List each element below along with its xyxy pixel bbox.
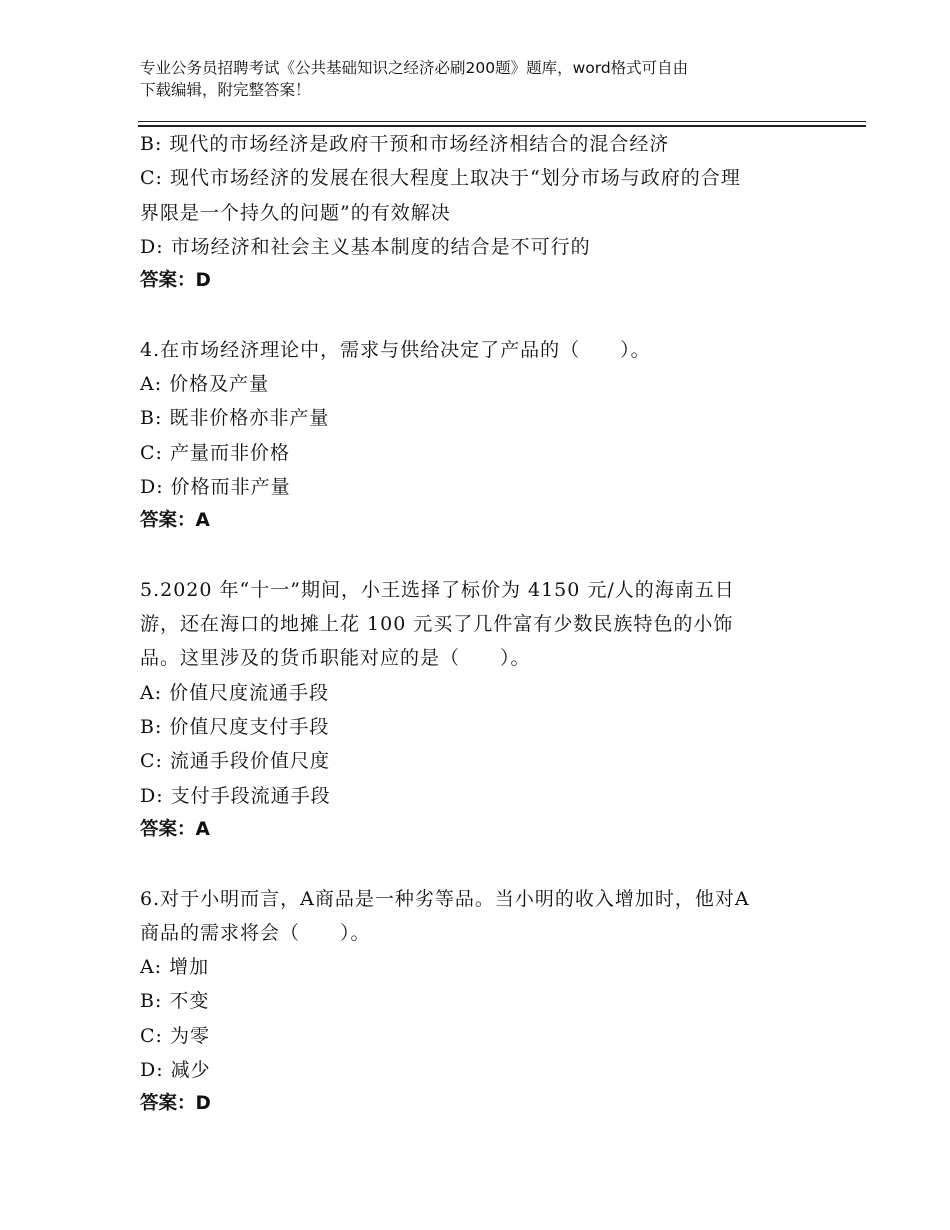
option-c: C: 流通手段价值尺度 (140, 750, 330, 773)
question-stem-line-1: 6.对于小明而言，A商品是一种劣等品。当小明的收入增加时，他对A (140, 887, 750, 910)
question-3 (140, 127, 820, 298)
option-a: A: 增加 (140, 956, 210, 979)
option-a: A: 价格及产量 (140, 373, 270, 396)
answer: 答案：D (140, 270, 211, 292)
option-c: C: 为零 (140, 1024, 210, 1047)
option-c-line-1: C: 现代市场经济的发展在很大程度上取决于“划分市场与政府的合理 (140, 167, 741, 190)
question-content (140, 127, 820, 1122)
option-d: D: 价格而非产量 (140, 475, 291, 498)
option-a: A: 价值尺度流通手段 (140, 681, 330, 704)
question-6 (140, 882, 820, 1122)
option-d: D: 减少 (140, 1059, 211, 1082)
option-d: D: 市场经济和社会主义基本制度的结合是不可行的 (140, 235, 591, 258)
header-line-1: 专业公务员招聘考试《公共基础知识之经济必刷200题》题库，word格式可自由 (140, 59, 689, 77)
option-b: B: 不变 (140, 990, 210, 1013)
answer: 答案：A (140, 510, 210, 532)
header-line-2: 下载编辑，附完整答案！ (140, 81, 311, 99)
spacer (140, 539, 820, 573)
option-b: B: 价值尺度支付手段 (140, 716, 330, 739)
answer: 答案：D (140, 1093, 211, 1115)
question-stem-line-2: 商品的需求将会（ ）。 (140, 921, 371, 944)
question-stem: 4.在市场经济理论中，需求与供给决定了产品的（ ）。 (140, 338, 651, 361)
question-stem-line-3: 品。这里涉及的货币职能对应的是（ ）。 (140, 647, 531, 670)
option-c-line-2: 界限是一个持久的问题”的有效解决 (140, 201, 451, 224)
header-divider-thin (138, 121, 866, 122)
question-5 (140, 573, 820, 847)
option-c: C: 产量而非价格 (140, 441, 290, 464)
option-b: B: 既非价格亦非产量 (140, 407, 330, 430)
answer: 答案：A (140, 818, 210, 840)
option-b: B: 现代的市场经济是政府干预和市场经济相结合的混合经济 (140, 133, 670, 155)
page-header (140, 57, 810, 101)
question-4 (140, 333, 820, 539)
option-d: D: 支付手段流通手段 (140, 784, 331, 807)
spacer (140, 298, 820, 332)
question-stem-line-1: 5.2020 年“十一”期间，小王选择了标价为 4150 元/人的海南五日 (140, 578, 735, 601)
question-stem-line-2: 游，还在海口的地摊上花 100 元买了几件富有少数民族特色的小饰 (140, 613, 734, 636)
spacer (140, 847, 820, 881)
